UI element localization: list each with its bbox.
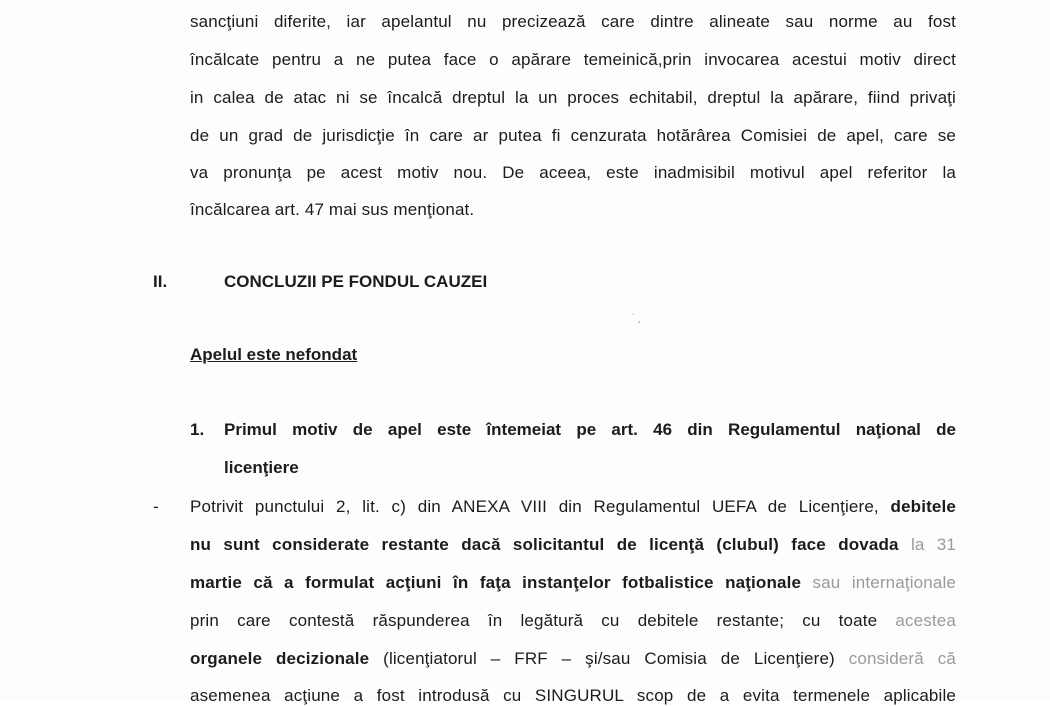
list-number: 1. <box>190 420 205 439</box>
text-run: (licenţiatorul – FRF – şi/sau Comisia de Licenţiere) <box>369 649 849 668</box>
paragraph-line <box>190 573 956 593</box>
text-run-bold: martie că a formulat acţiuni în faţa instanţelor fotbalistice naţionale <box>190 573 813 592</box>
text-run-faded: consideră că <box>848 649 956 668</box>
section-title: CONCLUZII PE FONDUL CAUZEI <box>224 272 488 291</box>
list-item-line: Primul motiv de apel este întemeiat pe art. 46 din Regulamentul naţional de <box>224 420 956 439</box>
text-run-bold: debitele <box>890 497 956 516</box>
subheading: Apelul este nefondat <box>190 345 358 364</box>
text-run: prin care contestă răspunderea în legătură cu debitele restante; cu toate <box>190 611 896 630</box>
paragraph-line: va pronunţa pe acest motiv nou. De aceea, este inadmisibil motivul apel referitor la <box>190 163 956 182</box>
text-run-faded: acestea <box>895 611 956 630</box>
scan-speck: ˙ ˛ <box>632 313 642 324</box>
paragraph-line: in calea de atac ni se încalcă dreptul la un proces echitabil, dreptul la apărare, fiind privaţi <box>190 88 956 107</box>
text-run-bold: organele decizionale <box>190 649 370 668</box>
paragraph-line: de un grad de jurisdicţie în care ar putea fi cenzurata hotărârea Comisiei de apel, care se <box>190 126 956 145</box>
text-run-faded: la 31 <box>910 535 956 554</box>
list-item-line: licenţiere <box>224 458 299 477</box>
text-run-faded: sau internaţionale <box>812 573 956 592</box>
section-number: II. <box>153 272 168 291</box>
paragraph-line: încălcarea art. 47 mai sus menţionat. <box>190 200 475 219</box>
paragraph-line <box>190 649 956 669</box>
paragraph-line <box>190 611 956 631</box>
text-run-bold: nu sunt considerate restante dacă solicitantul de licenţă (clubul) face dovada <box>190 535 911 554</box>
paragraph-line <box>190 497 956 517</box>
paragraph-line <box>190 535 956 555</box>
paragraph-line: încălcate pentru a ne putea face o apărare temeinică,prin invocarea acestui motiv direct <box>190 50 956 69</box>
paragraph-line: asemenea acţiune a fost introdusă cu SINGURUL scop de a evita termenele aplicabile <box>190 686 956 705</box>
bullet-dash: - <box>153 497 159 516</box>
text-run: Potrivit punctului 2, lit. c) din ANEXA VIII din Regulamentul UEFA de Licenţiere, <box>190 497 891 516</box>
paragraph-line: sancţiuni diferite, iar apelantul nu precizează care dintre alineate sau norme au fost <box>190 12 956 31</box>
